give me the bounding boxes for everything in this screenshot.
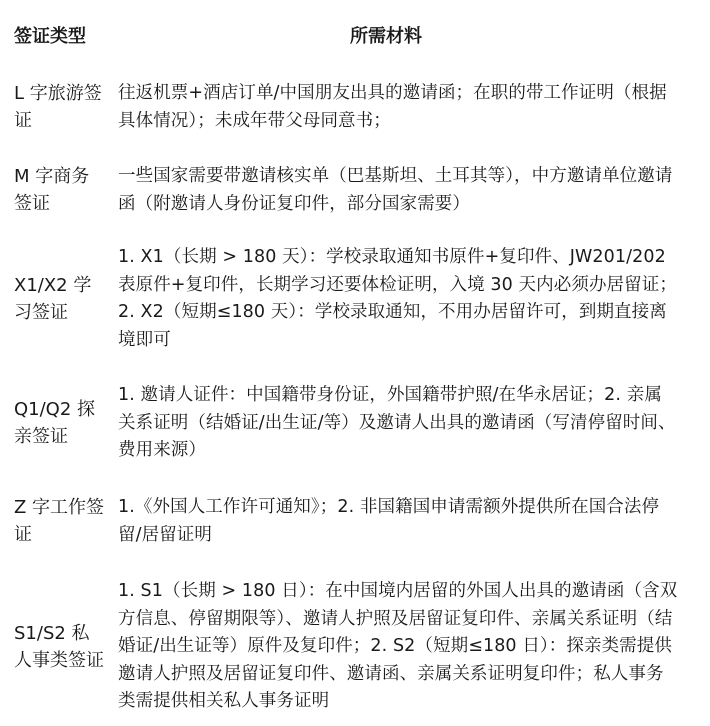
materials-cell: 1. 邀请人证件：中国籍带身份证，外国籍带护照/在华永居证；2. 亲属关系证明（结婚证/出生证/等）及邀请人出具的邀请函（写清停留时间、费用来源）: [118, 385, 676, 460]
materials-cell: 一些国家需要带邀请核实单（巴基斯坦、土耳其等），中方邀请单位邀请函（附邀请人身份证复印件，部分国家需要）: [118, 166, 673, 214]
table-header: [0, 22, 710, 52]
visa-type-cell: X1/X2 学习签证: [14, 275, 92, 323]
materials-cell: 1. X1（长期 > 180 天）：学校录取通知书原件+复印件、JW201/202 表原件+复印件，长期学习还要体检证明，入境 30 天内必须办居留证；2. X2（短期≤180 天）：学校录取通知，不用办居留许可，到期直接离境即可: [118, 247, 677, 350]
materials-cell: 1. S1（长期 > 180 日）：在中国境内居留的外国人出具的邀请函（含双方信息、停留期限等）、邀请人护照及居留证复印件、亲属关系证明（结婚证/出生证等）原件及复印件；2. S2（短期≤180 日）：探亲类需提供邀请人护照及居留证复印件、邀请函、亲属关系证明复印件；私人事务类需提供相关私人事务证明: [118, 581, 678, 711]
visa-type-cell: Q1/Q2 探亲签证: [14, 399, 96, 447]
visa-type-cell: M 字商务签证: [14, 166, 90, 214]
column-header-materials: 所需材料: [350, 26, 422, 47]
materials-cell: 1.《外国人工作许可通知》；2. 非国籍国申请需额外提供所在国合法停留/居留证明: [118, 497, 660, 545]
visa-type-cell: S1/S2 私人事类签证: [14, 623, 104, 671]
bottom-fade: [0, 712, 710, 726]
visa-type-cell: L 字旅游签证: [14, 83, 102, 131]
visa-type-cell: Z 字工作签证: [14, 497, 105, 545]
materials-cell: 往返机票+酒店订单/中国朋友出具的邀请函；在职的带工作证明（根据具体情况）；未成年带父母同意书；: [118, 83, 667, 131]
column-header-visa-type: 签证类型: [14, 26, 86, 47]
